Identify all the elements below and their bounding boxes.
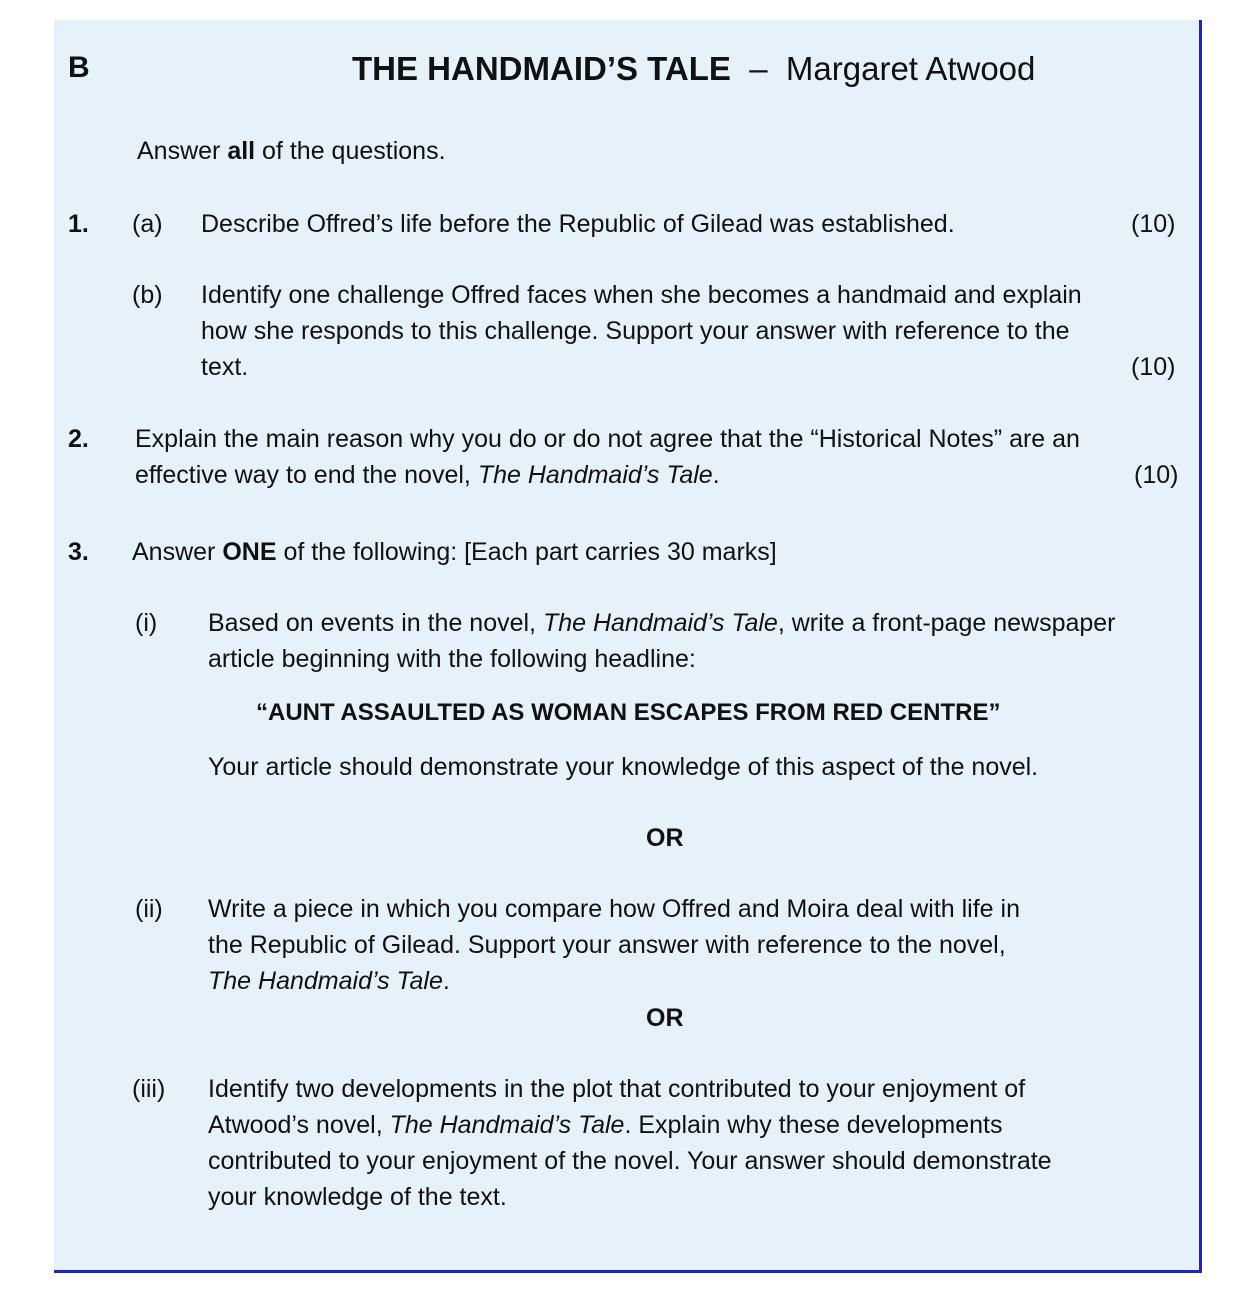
section-letter: B [68,51,90,84]
q3i-line1: Based on events in the novel, The Handmaid’s Tale, write a front-page newspaper [208,609,1116,637]
instruction: Answer all of the questions. [137,137,446,165]
q3ii-line3: The Handmaid’s Tale. [208,967,450,995]
q3iii-line3: contributed to your enjoyment of the novel. Your answer should demonstrate [208,1147,1052,1175]
q2-number: 2. [68,425,89,453]
q2-marks: (10) [1134,461,1179,489]
q3i-line3: Your article should demonstrate your knowledge of this aspect of the novel. [208,753,1039,781]
q1a-label: (a) [132,210,163,238]
q1-number: 1. [68,210,89,238]
q2-line2: effective way to end the novel, The Handmaid’s Tale. [135,461,720,489]
q3-number: 3. [68,538,89,566]
or-divider-2: OR [646,1004,684,1032]
q3i-label: (i) [135,609,158,637]
q3i-headline: “AUNT ASSAULTED AS WOMAN ESCAPES FROM RED CENTRE” [256,699,1001,726]
book-title: THE HANDMAID’S TALE [352,50,731,87]
q3i-line2: article beginning with the following headline: [208,645,696,673]
q3iii-line4: your knowledge of the text. [208,1183,507,1211]
q1b-label: (b) [132,281,163,309]
q1b-line3: text. [201,353,249,381]
q1a-marks: (10) [1131,210,1176,238]
q3ii-label: (ii) [135,895,163,923]
q1b-line1: Identify one challenge Offred faces when she becomes a handmaid and explain [201,281,1082,309]
q3ii-line1: Write a piece in which you compare how Offred and Moira deal with life in [208,895,1020,923]
q2-line1: Explain the main reason why you do or do not agree that the “Historical Notes” are an [135,425,1080,453]
q1b-marks: (10) [1131,353,1176,381]
q3iii-label: (iii) [132,1075,166,1103]
q1a-text: Describe Offred’s life before the Republic of Gilead was established. [201,210,955,238]
q3iii-line2: Atwood’s novel, The Handmaid’s Tale. Explain why these developments [208,1111,1003,1139]
q3iii-line1: Identify two developments in the plot that contributed to your enjoyment of [208,1075,1026,1103]
q1b-line2: how she responds to this challenge. Support your answer with reference to the [201,317,1070,345]
q3-intro: Answer ONE of the following: [Each part carries 30 marks] [132,538,777,566]
page-title [352,47,1035,91]
q3ii-line2: the Republic of Gilead. Support your answer with reference to the novel, [208,931,1006,959]
or-divider-1: OR [646,824,684,852]
title-dash: – [749,50,768,87]
author-name: Margaret Atwood [785,50,1036,87]
